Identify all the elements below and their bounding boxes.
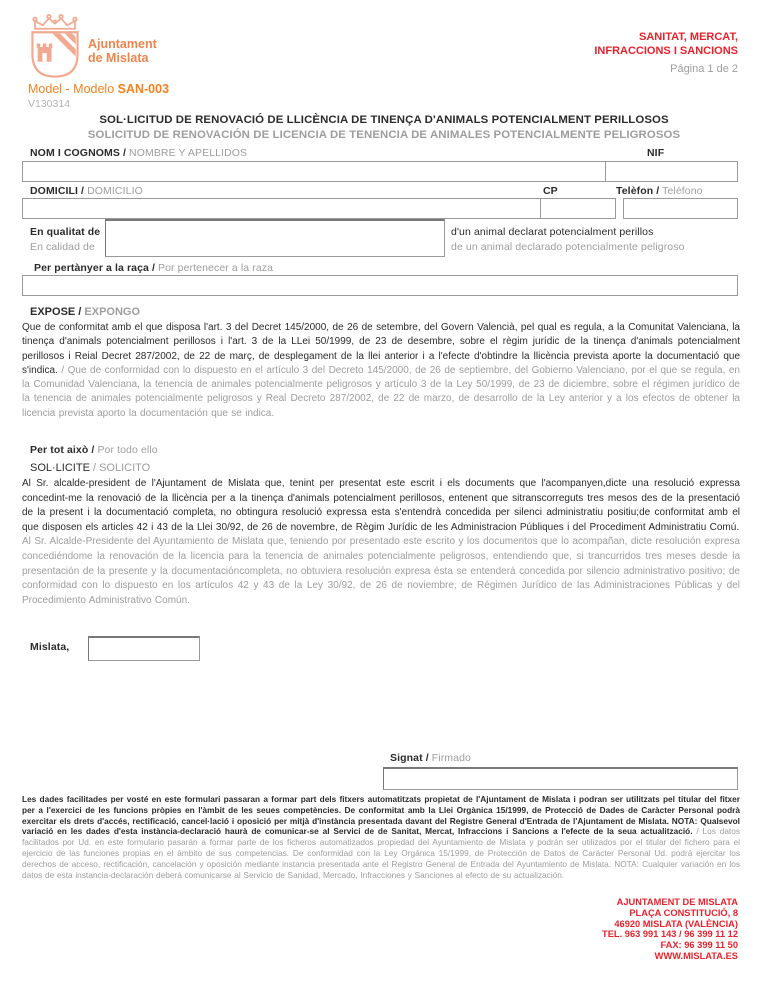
footer-contact	[418, 897, 738, 962]
footer-tel: TEL. 963 991 143 / 96 399 11 12	[602, 929, 738, 940]
name-label: NOM I COGNOMS / NOMBRE Y APELLIDOS	[30, 147, 248, 159]
solicite-body	[22, 477, 740, 608]
form-title	[0, 113, 768, 143]
privacy-es: / Los datos facilitados por Ud. en este formulario pasarán a formar parte de los ficheros automatizados propiedad del Ayuntamiento de Mislata y podrán ser utilizados por el titular del fichero para el ejercicio de las funciones propias en el ámbito de sus competencias. De conformidad con la Ley Orgánica 15/1999, de Protección de Datos de Carácter Personal Ud. podrá ejercitar los derechos de acceso, rectificación, cancelación y oposición mediante instancia presentada ante el Registro General de Entrada del Ayuntamiento de Mislata. NOTA: Cualquier variación en los datos de esta instancia-declaración deberá comunicarse al Servicio de Sanidad, Mercado, Infracciones y Sanciones al efecto de su actualización.	[22, 826, 740, 880]
solicite-heading: SOL·LICITE / SOLICITO	[30, 462, 151, 474]
expose-body-va: Que de conformitat amb el que disposa l'art. 3 del Decret 145/2000, de 26 de setembre, del Govern Valencià, pel qual es regula, a la Comunitat Valenciana, la tinença d'animals potencialment perillosos i l'art. 3 de la LLei 50/1999, de 23 de desembre, sobre el règim jurídic de la tinença d'animals potencialment perillosos i Reial Decret 287/2002, de 22 de març, de desplegament de la llei anterior i a l'efecte d'obtindre la llicència prevista aporte la documentació que s'indica.	[22, 322, 740, 376]
signature-input[interactable]	[383, 767, 738, 790]
expose-heading: EXPOSE / EXPONGO	[30, 306, 141, 318]
quality-label-es: En calidad de	[30, 241, 95, 253]
phone-input[interactable]	[623, 198, 738, 219]
cp-input[interactable]	[540, 198, 616, 219]
expose-body	[22, 321, 740, 421]
page-indicator: Página 1 de 2	[670, 63, 738, 75]
address-input[interactable]	[22, 198, 541, 219]
nif-input[interactable]	[605, 161, 738, 182]
breed-input[interactable]	[22, 275, 738, 296]
solicite-body-va: Al Sr. alcalde-president de l'Ajuntament de Mislata que, tenint per presentat este escrit i els documents que l'acompanyen,dicte una resolució expressa concedint-me la renovació de la llicència per a la tinença d'animals potencialment perillosos, entenent que sitranscorreguts tres mesos des de la presentació de la present i la documentació completa, no obtingura resolució expressa esta s'entendrà concedida per silenci administratiu positiu;de conformitat amb el que disposen els articles 42 i 43 de la Llei 30/92, de 26 de novembre, de Règim Jurídic de les Administracion Públiques i del Procediment Administratiu Comú.	[22, 478, 740, 533]
footer-address: PLAÇA CONSTITUCIÓ, 8	[629, 907, 738, 918]
cp-label: CP	[543, 185, 558, 197]
form-title-va: SOL·LICITUD DE RENOVACIÓ DE LLICÈNCIA DE TINENÇA D'ANIMALS POTENCIALMENT PERILLOSOS	[99, 114, 669, 126]
footer-web[interactable]: WWW.MISLATA.ES	[654, 950, 738, 961]
place-date-label: Mislata,	[30, 641, 70, 653]
footer-fax: FAX: 96 399 11 50	[660, 940, 738, 951]
privacy-notice	[22, 794, 740, 880]
nif-label: NIF	[647, 147, 665, 159]
version-code: V130314	[28, 98, 71, 110]
quality-input[interactable]	[105, 219, 445, 257]
org-name: Ajuntament de Mislata	[88, 37, 157, 65]
phone-label: Telèfon / Teléfono	[616, 185, 703, 197]
date-input[interactable]	[88, 636, 200, 661]
solicite-body-es: Al Sr. Alcalde-Presidente del Ayuntamiento de Mislata que, teniendo por presentado este escrito y los documentos que lo acompañan, dicte resolución expresa concediéndome la renovación de la licencia para la tenencia de animales potencialmente peligrosos, entendiendo que, si trancurridos tres meses desde la presentación de la presente y la documentacióncompleta, no obtuviera resolución expresa ésta se entenderá concedida por silencio administrativo positivo; de conformidad con lo dispuesto en los artículos 42 y 43 de la Ley 30/92, de 26 de noviembre, de Régimen Jurídico de las Administraciones Públicas y del Procedimiento Administrativo Común.	[22, 536, 740, 606]
quality-suffix-es: de un animal declarado potencialmente peligroso	[451, 241, 685, 253]
mislata-coat-of-arms-icon	[28, 14, 82, 85]
model-code: SAN-003	[117, 82, 170, 96]
model-label: Model - Modelo	[28, 82, 118, 96]
quality-suffix-va: d'un animal declarat potencialment perillos	[451, 226, 654, 238]
department-header: SANITAT, MERCAT, INFRACCIONS I SANCIONS	[594, 31, 738, 57]
address-label: DOMICILI / DOMICILIO	[30, 185, 143, 197]
per-tot-aixo: Per tot això / Por todo ello	[30, 444, 158, 456]
quality-label-va: En qualitat de	[30, 226, 101, 238]
name-input[interactable]	[22, 161, 606, 182]
form-title-es: SOLICITUD DE RENOVACIÓN DE LICENCIA DE TENENCIA DE ANIMALES POTENCIALMENTE PELIGROSOS	[87, 129, 681, 141]
breed-label: Per pertànyer a la raça / Por pertenecer a la raza	[34, 262, 274, 274]
model-line	[28, 82, 169, 96]
signature-label: Signat / Firmado	[390, 752, 471, 764]
footer-org-name: AJUNTAMENT DE MISLATA	[616, 897, 738, 907]
footer-city: 46920 MISLATA (VALÈNCIA)	[614, 918, 738, 929]
expose-body-es: / Que de conformidad con lo dispuesto en el artículo 3 del Decreto 145/2000, de 26 de septiembre, del Gobierno Valenciano, por el que se regula, en la Comunidad Valenciana, la tenencia de animales potencialmente peligrosos y artículo 3 de la Ley 50/1999, de 23 de diciembre, sobre el régimen jurídico de la tenencia de animales potencialmente peligrosos y Real Decreto 287/2002, de 22 de marzo, de desarrollo de la Ley anterior y a los efectos de obtener la licencia prevista aporto la documentación que se indica.	[22, 364, 740, 419]
privacy-va: Les dades facilitades per vosté en este formulari passaran a formar part dels fitxers automatitzats propietat de l'Ajuntament de Mislata i podran ser utilitzats pel titular del fitxer per a l'exercici de les funcions pròpies en l'àmbit de les seues competències. De conformitat amb la Llei Orgànica 15/1999, de Protecció de Dades de Caràcter Personal podrà exercitar els drets d'accés, rectificació, cancel·lació i oposició per mitjà d'instància presentada davant del Registre General d'Entrada de l'Ajuntament de Mislata. NOTA: Qualsevol variació en les dades d'esta instància-declaració haurà de comunicar-se al Servici de de Sanitat, Mercat, Infraccions i Sancions a l'efecte de la seua actualització.	[22, 794, 740, 837]
